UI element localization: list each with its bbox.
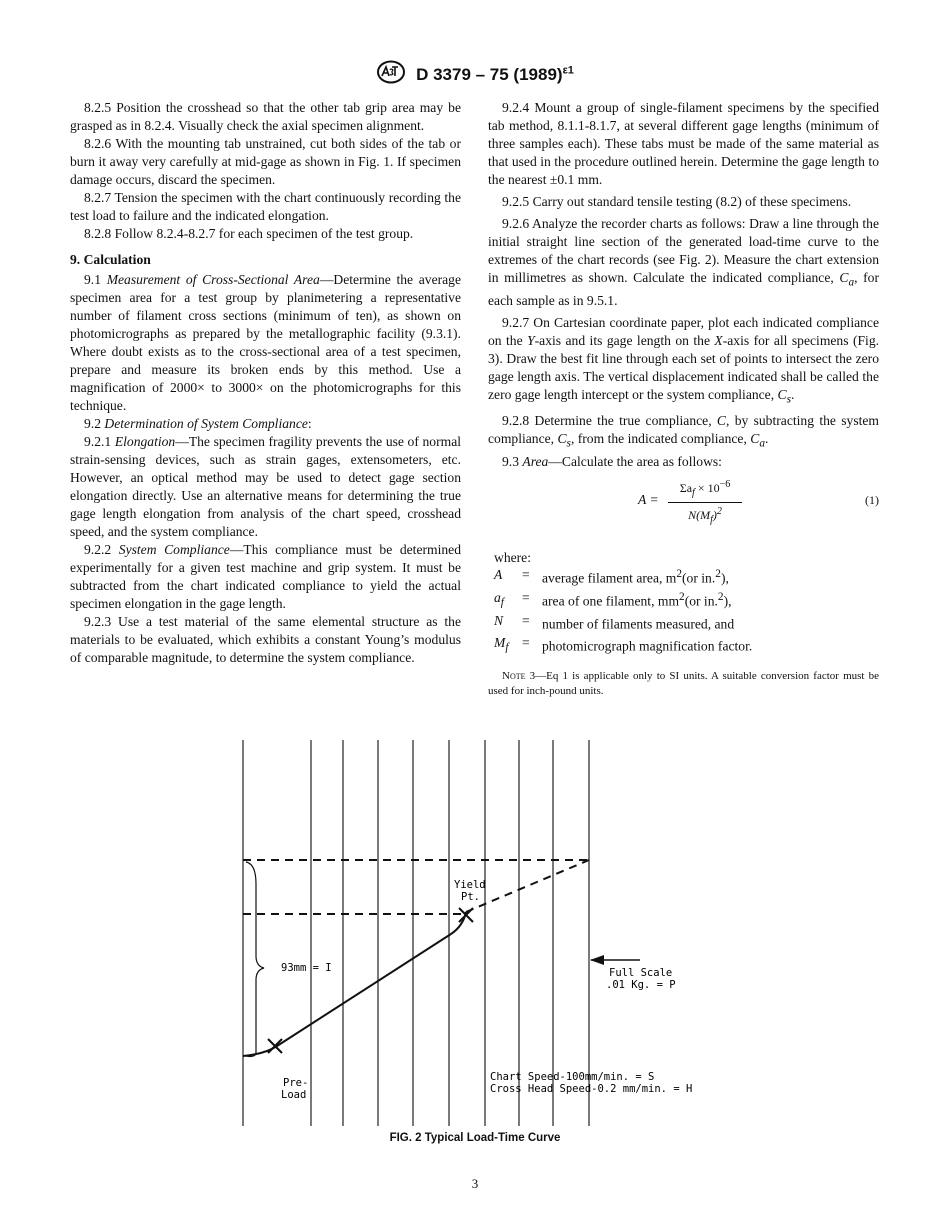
designation-superscript: ε1	[562, 64, 574, 77]
full-scale-label-2: .01 Kg. = P	[606, 979, 676, 991]
paragraph-9-2-4: 9.2.4 Mount a group of single-filament specimens by the specified tab method, 8.1.1-8.1.7, at several different gage lengths (minimum of three samples each). These tabs must be made of the same material as that used in the procedure outlined herein. Determine the gage length to the nearest ±0.1 mm.	[488, 100, 879, 187]
measure-label: 93mm = I	[281, 962, 332, 974]
paragraph-8-2-8: 8.2.8 Follow 8.2.4-8.2.7 for each specimen of the test group.	[84, 226, 414, 241]
equation-number: (1)	[865, 493, 879, 508]
definition-text: area of one filament, $mm^2(or$ in.$^2$),	[542, 590, 732, 609]
definition-equals: =	[522, 567, 530, 583]
chart-grid-lines	[243, 740, 589, 1126]
definition-symbol: $a_f$	[494, 589, 504, 609]
definition-equals: =	[522, 635, 530, 651]
yield-curve	[451, 912, 466, 934]
definition-symbol: N	[494, 612, 504, 628]
load-curve	[243, 934, 451, 1056]
figure-caption: FIG. 2 Typical Load-Time Curve	[389, 1132, 561, 1144]
definition-symbol: A	[494, 567, 503, 583]
load-time-curve-chart	[0, 734, 950, 1134]
document-designation: D 3379 – 75 $(1989)^{\varepsilon 1}$	[416, 64, 574, 84]
definition-equals: =	[522, 589, 530, 605]
chart-speed-label: Chart Speed-100mm/min. = S	[490, 1071, 655, 1083]
definition-row	[494, 612, 879, 635]
section-heading-calculation: 9. Calculation	[70, 252, 151, 267]
crosshead-speed-label: Cross Head Speed-0.2 mm/min. = H	[490, 1083, 693, 1095]
preload-label-1: Pre-	[283, 1077, 309, 1089]
definitions-list	[494, 566, 879, 657]
paragraph-9-2-7: 9.2.7 On Cartesian coordinate paper, plot each indicated compliance on the Y-axis and its gage length on the X-axis for all specimens (Fig. 3). Draw the best fit line through each set of points to intersect the zero gage length axis. The vertical displacement indicated shall be called the zero gage length intercept or the system compliance, $C_s$.	[488, 314, 880, 406]
figure-2	[0, 734, 950, 1134]
equation-numerator: $\Sigma a_f \times 10^{-6}$	[668, 477, 742, 502]
paragraph-9-1: 9.1 Measurement of Cross-Sectional Area—Determine the average specimen area for a test group by planimetering a representative number of filament cross sections (minimum of ten), as shown on photomicrographs as prepared by the metallographic facility (9.3.1). Where doubt exists as to the cross-sectional area of a test specimen, prepare and measure its broken ends by this method. Use a magnification of 2000× to 3000× on the photomicrographs for this technique.	[70, 272, 461, 413]
paragraph-9-2-6: 9.2.6 Analyze the recorder charts as follows: Draw a line through the initial straight line section of the generated load-time curve to the extremes of the chart records (see Fig. 2). Measure the chart extension in millimetres as shown. Calculate the indicated compliance, $C_a$, for each sample as in 9.5.1.	[488, 216, 879, 308]
right-column	[488, 99, 879, 699]
paragraph-9-2-1: 9.2.1 Elongation—The specimen fragility prevents the use of normal strain-sensing devices, such as strain gages, extensometers, etc. However, an optical method may be used to detect gage section elongation directly. Use an alternative means for determining the true gage length elongation from analysis of the chart speed, crosshead speed, and the system compliance.	[70, 434, 461, 539]
paragraph-9-2-2: 9.2.2 System Compliance—This compliance must be determined experimentally for a given test machine and grip system. It must be subtracted from the chart indicated compliance to yield the actual specimen elongation in the gage length.	[70, 542, 461, 611]
definition-equals: =	[522, 612, 530, 628]
full-scale-label-1: Full Scale	[609, 967, 673, 979]
paragraph-8-2-5: 8.2.5 Position the crosshead so that the other tab grip area may be grasped as in 8.2.4. Visually check the axial specimen alignment.	[70, 100, 461, 133]
full-scale-arrow-head	[590, 955, 604, 965]
paragraph-9-2-5: 9.2.5 Carry out standard tensile testing (8.2) of these specimens.	[502, 194, 852, 209]
definition-row	[494, 566, 879, 589]
equation-denominator: $N(M_f)^2$	[688, 505, 722, 525]
equation-lhs: A =	[638, 492, 659, 508]
definition-row	[494, 589, 879, 612]
paragraph-9-2: 9.2 Determination of System Compliance:	[84, 416, 312, 431]
page-header	[0, 60, 950, 89]
paragraph-9-2-3: 9.2.3 Use a test material of the same elemental structure as the materials to be evaluated, which exhibits a constant Young’s modulus of comparable magnitude, to determine the system compliance.	[70, 614, 461, 665]
paragraph-8-2-7: 8.2.7 Tension the specimen with the chart continuously recording the test load to failure and the indicated elongation.	[70, 190, 461, 223]
yield-x-mark	[459, 908, 473, 922]
definition-text: average filament area, $m^2(or$ in.$^2$),	[542, 568, 729, 586]
paragraph-8-2-6: 8.2.6 With the mounting tab unstrained, cut both sides of the tab or burn it away very carefully at mid-gage as shown in Fig. 1. If specimen damage occurs, discard the specimen.	[70, 136, 461, 187]
measure-brace	[246, 862, 264, 1057]
preload-label-2: Load	[281, 1089, 307, 1101]
preload-x-mark	[268, 1039, 282, 1053]
left-column	[70, 99, 461, 667]
paragraph-9-3: 9.3 Area—Calculate the area as follows:	[502, 454, 722, 470]
where-label: where:	[494, 550, 531, 566]
yield-label-1: Yield	[454, 879, 486, 891]
astm-logo-icon	[376, 60, 406, 89]
page-number: 3	[471, 1176, 479, 1191]
definition-row	[494, 634, 879, 657]
equation-fraction	[668, 477, 742, 529]
definition-symbol: $M_f$	[494, 635, 509, 655]
where-block	[488, 549, 879, 657]
yield-label-2: Pt.	[461, 891, 480, 903]
definition-text: photomicrograph magnification factor.	[542, 638, 753, 654]
note-3: Note 3—Eq 1 is applicable only to SI units. A suitable conversion factor must be used for inch-pound units.	[488, 670, 880, 698]
equation-1	[488, 477, 879, 527]
definition-text: number of filaments measured, and	[542, 616, 735, 632]
paragraph-9-2-8: 9.2.8 Determine the true compliance, C, by subtracting the system compliance, $C_s$, from the indicated compliance, $C_a$.	[488, 413, 879, 451]
